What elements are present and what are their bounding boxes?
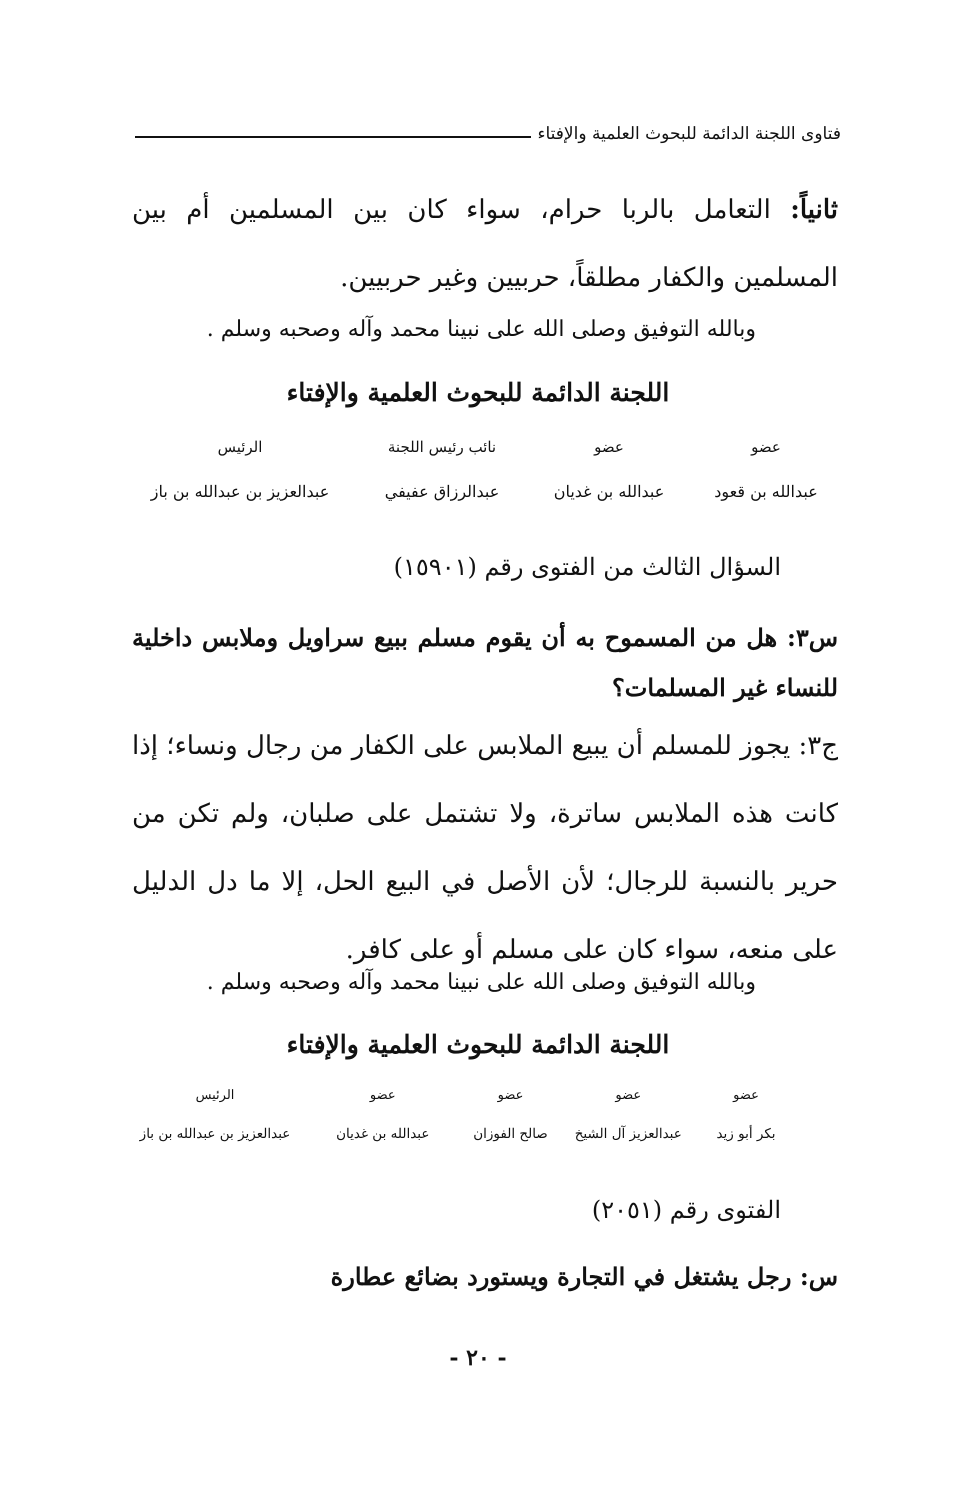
member-role: عضو	[733, 1088, 759, 1103]
member-role: عضو	[594, 438, 624, 456]
fatwa-label-1: السؤال الثالث من الفتوى رقم (١٥٩٠١)	[393, 553, 781, 581]
question-paragraph-2: س: رجل يشتغل في التجارة ويستورد بضائع عطارة	[330, 1262, 838, 1291]
member-name: عبدالعزيز بن عبدالله بن باز	[139, 1126, 291, 1142]
running-header	[135, 116, 841, 144]
closing-line-1: وبالله التوفيق وصلى الله على نبينا محمد وآله وصحبه وسلم .	[206, 317, 756, 342]
member-role: عضو	[751, 438, 781, 456]
member-name: صالح الفوزان	[473, 1126, 548, 1142]
committee-2-roles	[125, 1088, 796, 1103]
closing-line-2: وبالله التوفيق وصلى الله على نبينا محمد وآله وصحبه وسلم .	[206, 970, 756, 995]
member-role: عضو	[615, 1088, 642, 1103]
member-name: عبدالعزيز آل الشيخ	[574, 1126, 682, 1142]
committee-1-names	[130, 482, 841, 501]
ruling-text: التعامل بالربا حرام، سواء كان بين المسلمين أم بين المسلمين والكفار مطلقاً، حربيين وغير حربيين.	[132, 195, 838, 293]
member-name: عبدالرزاق عفيفي	[384, 482, 500, 501]
member-role: عضو	[497, 1088, 524, 1103]
running-title: فتاوى اللجنة الدائمة للبحوث العلمية والإفتاء	[537, 124, 841, 144]
member-role: نائب رئيس اللجنة	[387, 438, 497, 456]
page-number: - ٢٠ -	[449, 1345, 507, 1371]
member-name: عبدالله بن غديان	[553, 482, 665, 501]
member-name: عبدالعزيز بن عبدالله بن باز	[150, 482, 330, 501]
member-role: عضو	[369, 1088, 396, 1103]
header-rule	[135, 136, 531, 138]
fatwa-label-2: الفتوى رقم (٢٠٥١)	[591, 1196, 781, 1224]
ruling-lead: ثانياً:	[790, 195, 838, 225]
committee-2-names	[125, 1126, 796, 1142]
answer-paragraph-1: ج٣: يجوز للمسلم أن يبيع الملابس على الكفار من رجال ونساء؛ إذا كانت هذه الملابس ساترة، ولا تشتمل على صلبان، ولم تكن من حرير بالنسبة للرجال؛ لأن الأصل في البيع الحل، إلا ما دل الدليل على منعه، سواء كان على مسلم أو على كافر.	[132, 731, 838, 965]
question-paragraph-1: س٣: هل من المسموح به أن يقوم مسلم ببيع سراويل وملابس داخلية للنساء غير المسلمات؟	[132, 623, 838, 702]
member-role: الرئيس	[217, 438, 263, 456]
ruling-paragraph	[132, 176, 838, 312]
committee-1-roles	[130, 438, 841, 456]
committee-title-2: اللجنة الدائمة للبحوث العلمية والإفتاء	[286, 1030, 670, 1059]
member-name: عبدالله بن غديان	[336, 1126, 430, 1142]
member-name: عبدالله بن قعود	[714, 482, 818, 501]
committee-title-1: اللجنة الدائمة للبحوث العلمية والإفتاء	[286, 378, 670, 407]
member-name: بكر أبو زيد	[716, 1126, 776, 1142]
member-role: الرئيس	[195, 1088, 235, 1103]
